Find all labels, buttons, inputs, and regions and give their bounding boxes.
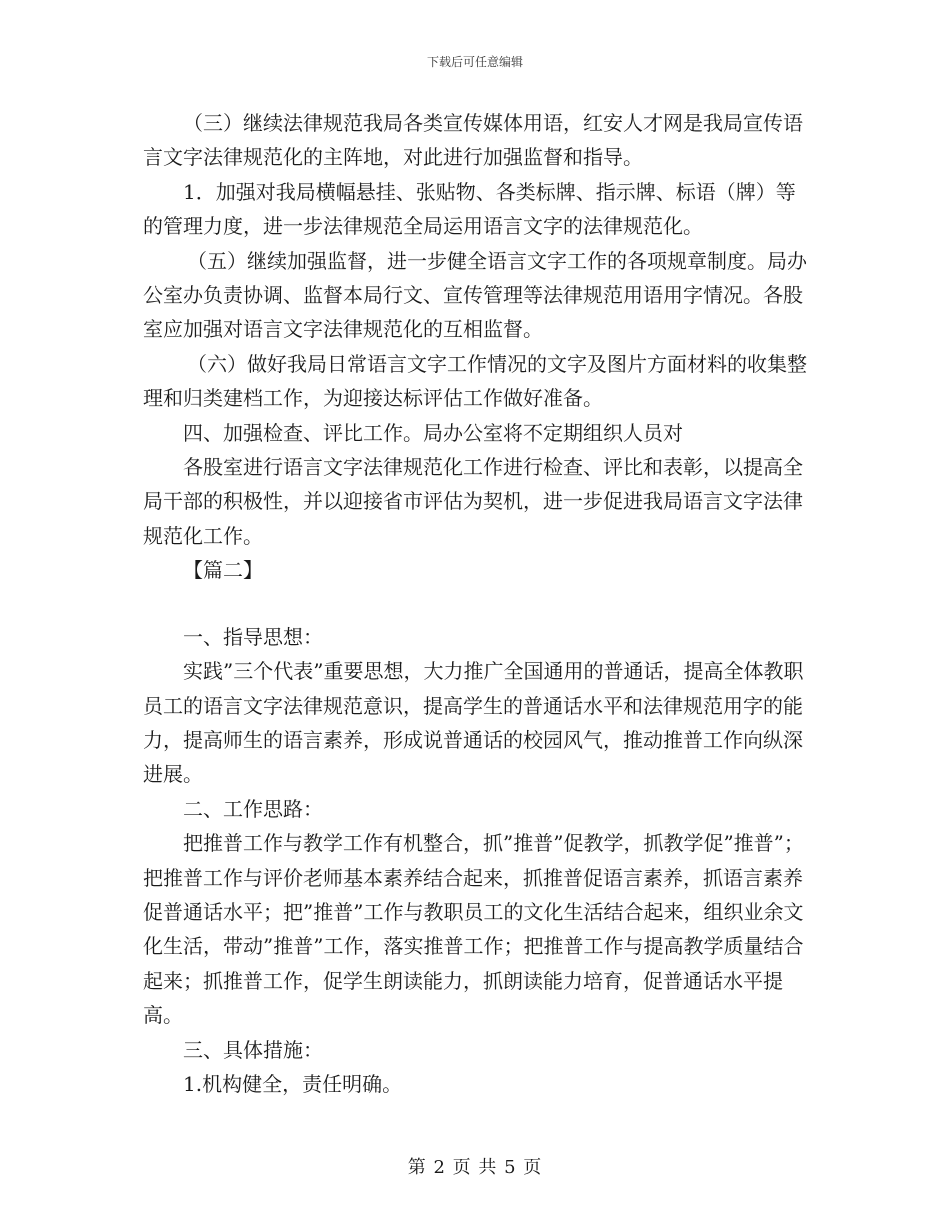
page-header-note: 下载后可任意编辑	[426, 55, 523, 69]
document-body	[143, 106, 813, 1101]
heading-specific-measures: 三、具体措施：	[183, 1037, 323, 1062]
paragraph-inspection-heading: 四、加强检查、评比工作。局办公室将不定期组织人员对	[183, 420, 683, 445]
paragraph-supervision: （五）继续加强监督，进一步健全语言文字工作的各项规章制度。局办公室办负责协调、监督本局行文、宣传管理等法律规范用语用字情况。各股室应加强对语言文字法律规范化的互相监督。	[143, 248, 807, 342]
spacer	[143, 588, 813, 620]
heading-guiding-thought: 一、指导思想：	[183, 624, 323, 649]
paragraph-guiding-thought: 实践”三个代表”重要思想，大力推广全国通用的普通话，提高全体教职员工的语言文字法律规范意识，提高学生的普通话水平和法律规范用字的能力，提高师生的语言素养，形成说普通话的校园风气，推动推普工作向纵深进展。	[143, 659, 804, 787]
paragraph-organization: 1.机构健全，责任明确。	[183, 1071, 403, 1096]
heading-work-approach: 二、工作思路：	[183, 796, 323, 821]
paragraph-banner-management: 1．加强对我局横幅悬挂、张贴物、各类标牌、指示牌、标语（牌）等的管理力度，进一步法律规范全局运用语言文字的法律规范化。	[143, 179, 796, 239]
section-heading-part-two: 【篇二】	[183, 558, 263, 583]
paragraph-inspection-body: 各股室进行语言文字法律规范化工作进行检查、评比和表彰，以提高全局干部的积极性，并以迎接省市评估为契机，进一步促进我局语言文字法律规范化工作。	[143, 455, 803, 548]
paragraph-archiving: （六）做好我局日常语言文字工作情况的文字及图片方面材料的收集整理和归类建档工作，为迎接达标评估工作做好准备。	[143, 351, 807, 411]
paragraph-media-usage: （三）继续法律规范我局各类宣传媒体用语，红安人才网是我局宣传语言文字法律规范化的主阵地，对此进行加强监督和指导。	[143, 111, 803, 170]
paragraph-work-approach: 把推普工作与教学工作有机整合，抓”推普”促教学，抓教学促”推普”；把推普工作与评价老师基本素养结合起来，抓推普促语言素养，抓语言素养促普通话水平；把”推普”工作与教职员工的文化生活结合起来，组织业余文化生活，带动”推普”工作，落实推普工作；把推普工作与提高教学质量结合起来；抓推普工作，促学生朗读能力，抓朗读能力培育，促普通话水平提高。	[143, 831, 804, 1028]
page-number-footer: 第 2 页 共 5 页	[407, 1157, 543, 1178]
